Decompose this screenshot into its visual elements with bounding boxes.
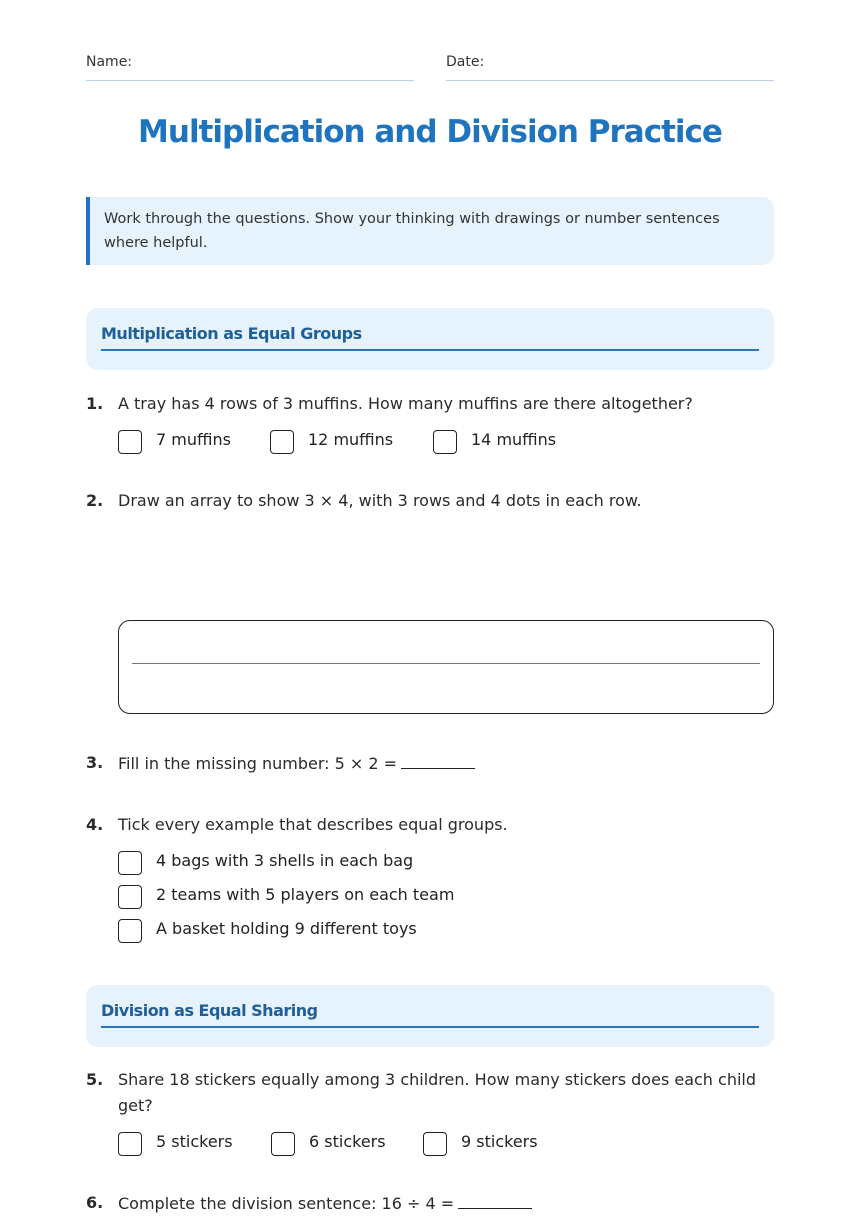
section-header-division: [86, 985, 774, 1047]
option-label: A basket holding 9 different toys: [156, 919, 417, 938]
checkbox-square[interactable]: [118, 885, 142, 909]
question-text: Complete the division sentence: 16 ÷ 4 =: [118, 1194, 455, 1213]
question-text: Tick every example that describes equal groups.: [118, 815, 508, 834]
option-label: 6 stickers: [309, 1132, 386, 1151]
checkbox-square[interactable]: [433, 430, 457, 454]
question-text: Draw an array to show 3 × 4, with 3 rows and 4 dots in each row.: [118, 491, 642, 510]
date-field[interactable]: [446, 54, 774, 81]
section-title: Division as Equal Sharing: [101, 1001, 759, 1028]
question-number: 5.: [86, 1070, 104, 1089]
question-number: 4.: [86, 815, 104, 834]
option-label: 4 bags with 3 shells in each bag: [156, 851, 414, 870]
answer-blank[interactable]: [401, 750, 475, 769]
answer-blank[interactable]: [458, 1190, 532, 1209]
section-header-multiplication: [86, 308, 774, 370]
question-text: Share 18 stickers equally among 3 children. How many stickers does each child get?: [118, 1070, 757, 1115]
checkbox-square[interactable]: [270, 430, 294, 454]
question-text: A tray has 4 rows of 3 muffins. How many muffins are there altogether?: [118, 394, 693, 413]
question-number: 3.: [86, 753, 104, 772]
instructions-text: Work through the questions. Show your thinking with drawings or number sentences where helpful.: [104, 211, 720, 251]
date-label: Date:: [446, 54, 485, 70]
question-number: 1.: [86, 394, 104, 413]
option-label: 14 muffins: [471, 430, 557, 449]
checkbox-square[interactable]: [271, 1132, 295, 1156]
option-label: 7 muffins: [156, 430, 231, 449]
answer-line: [132, 663, 760, 664]
question-number: 2.: [86, 491, 104, 510]
option-label: 5 stickers: [156, 1132, 233, 1151]
option-label: 9 stickers: [461, 1132, 538, 1151]
checkbox-square[interactable]: [423, 1132, 447, 1156]
answer-drawing-box[interactable]: [118, 620, 774, 714]
option-label: 2 teams with 5 players on each team: [156, 885, 455, 904]
worksheet-title: Multiplication and Division Practice: [138, 114, 722, 150]
instructions-box: [86, 197, 774, 265]
name-field[interactable]: [86, 54, 414, 81]
question-text: Fill in the missing number: 5 × 2 =: [118, 754, 398, 773]
name-label: Name:: [86, 54, 133, 70]
option-label: 12 muffins: [308, 430, 394, 449]
question-number: 6.: [86, 1193, 104, 1212]
checkbox-square[interactable]: [118, 919, 142, 943]
section-title: Multiplication as Equal Groups: [101, 324, 759, 351]
checkbox-square[interactable]: [118, 851, 142, 875]
checkbox-square[interactable]: [118, 1132, 142, 1156]
checkbox-square[interactable]: [118, 430, 142, 454]
